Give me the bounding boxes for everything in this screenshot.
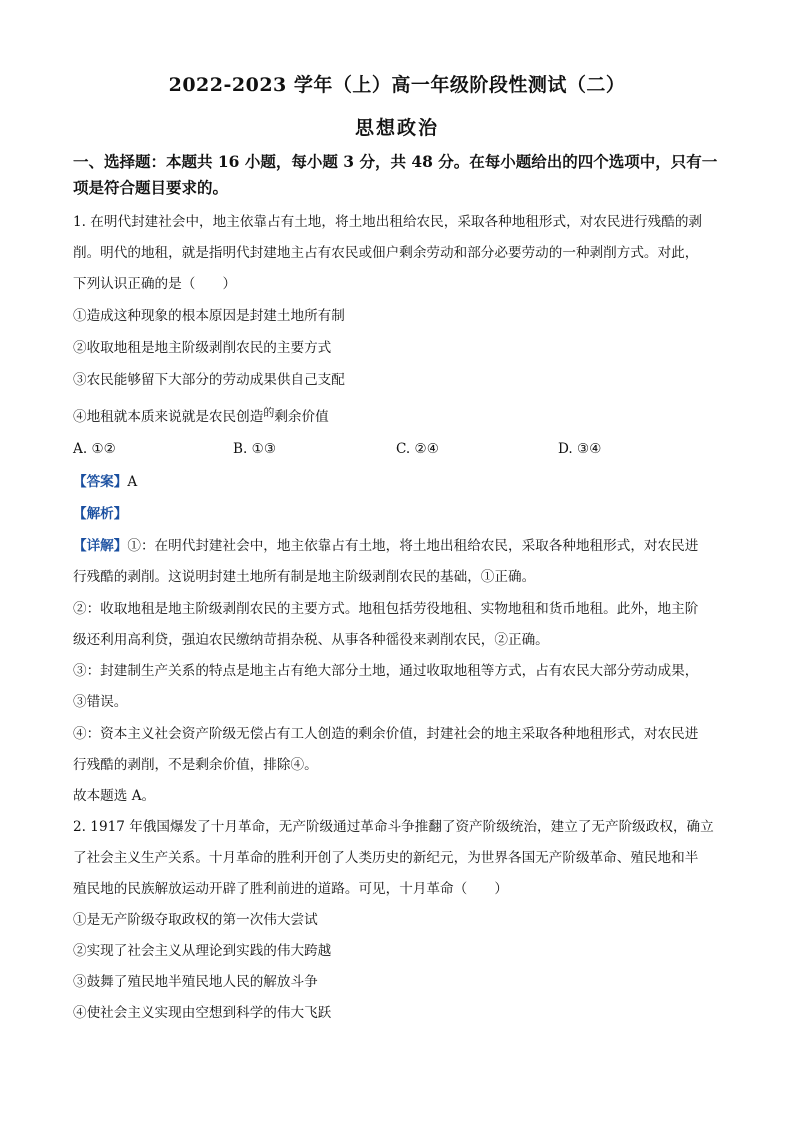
q1-answer — [73, 473, 723, 491]
q1-statement-3: ③农民能够留下大部分的劳动成果供自己支配 — [73, 372, 345, 388]
q1-option-b: B. ①③ — [233, 441, 277, 457]
q1-detail-line-6: ③错误。 — [73, 694, 128, 710]
q1-option-c: C. ②④ — [396, 441, 439, 457]
q1-option-a: A. ①② — [73, 441, 116, 457]
q1-statement-2: ②收取地租是地主阶级剥削农民的主要方式 — [73, 340, 332, 356]
q1-conclusion: 故本题选 A。 — [73, 788, 156, 804]
q1-detail-line-7: ④：资本主义社会资产阶级无偿占有工人创造的剩余价值，封建社会的地主采取各种地租形式，对农民进 — [73, 726, 699, 742]
q2-statement-3: ③鼓舞了殖民地半殖民地人民的解放斗争 — [73, 974, 318, 990]
q1-detail-line-4: 级还利用高利贷，强迫农民缴纳苛捐杂税、从事各种徭役来剥削农民，②正确。 — [73, 632, 549, 648]
analysis-label: 【解析】 — [73, 506, 128, 522]
q2-stem-line-2: 了社会主义生产关系。十月革命的胜利开创了人类历史的新纪元，为世界各国无产阶级革命、殖民地和半 — [73, 850, 699, 866]
q1-detail-line-3: ②：收取地租是地主阶级剥削农民的主要方式。地租包括劳役地租、实物地租和货币地租。此外，地主阶 — [73, 601, 699, 617]
q1-statement-1: ①造成这种现象的根本原因是封建土地所有制 — [73, 308, 345, 324]
q2-statement-1: ①是无产阶级夺取政权的第一次伟大尝试 — [73, 912, 318, 928]
q2-stem-line-1: 2. 1917 年俄国爆发了十月革命，无产阶级通过革命斗争推翻了资产阶级统治，建立了无产阶级政权，确立 — [73, 819, 714, 835]
q1-options — [73, 441, 723, 459]
q1-statement-4-tail: 剩余价值 — [274, 409, 329, 425]
q1-statement-4 — [73, 408, 723, 427]
q1-option-d: D. ③④ — [558, 441, 602, 457]
q1-analysis — [73, 505, 723, 523]
q2-statement-4: ④使社会主义实现由空想到科学的伟大飞跃 — [73, 1005, 332, 1021]
q1-detail-line-2: 行残酷的剥削。这说明封建土地所有制是地主阶级剥削农民的基础，①正确。 — [73, 569, 536, 585]
q1-detail-line-8: 行残酷的剥削，不是剩余价值，排除④。 — [73, 757, 318, 773]
detail-label: 【详解】 — [73, 538, 128, 554]
q1-detail-text-1: ①：在明代封建社会中，地主依靠占有土地，将土地出租给农民，采取各种地租形式，对农民进 — [127, 538, 699, 554]
q2-stem-line-3: 殖民地的民族解放运动开辟了胜利前进的道路。可见，十月革命（ ） — [73, 881, 508, 897]
answer-value: A — [127, 474, 138, 490]
q2-statement-2: ②实现了社会主义从理论到实践的伟大跨越 — [73, 943, 332, 959]
answer-label: 【答案】 — [73, 474, 128, 490]
exam-subject: 思想政治 — [354, 117, 439, 139]
section-heading: 一、选择题：本题共 16 小题，每小题 3 分，共 48 分。在每小题给出的四个选项中，只有一项是符合题目要求的。 — [73, 152, 718, 197]
q1-stem-line-1: 1. 在明代封建社会中，地主依靠占有土地，将土地出租给农民，采取各种地租形式，对农民进行残酷的剥 — [73, 214, 703, 230]
q1-statement-4-text: ④地租就本质来说就是农民创造 — [73, 409, 264, 425]
exam-title: 2022-2023 学年（上）高一年级阶段性测试（二） — [168, 74, 626, 96]
q1-stem-line-3: 下列认识正确的是（ ） — [73, 276, 237, 292]
q1-detail-line-1 — [73, 537, 723, 555]
q1-stem-line-2: 削。明代的地租，就是指明代封建地主占有农民或佃户剩余劳动和部分必要劳动的一种剥削方式。对此， — [73, 245, 699, 261]
q1-detail-line-5: ③：封建制生产关系的特点是地主占有绝大部分土地，通过收取地租等方式，占有农民大部分劳动成果， — [73, 663, 699, 679]
q1-statement-4-sup: 的 — [263, 406, 275, 419]
